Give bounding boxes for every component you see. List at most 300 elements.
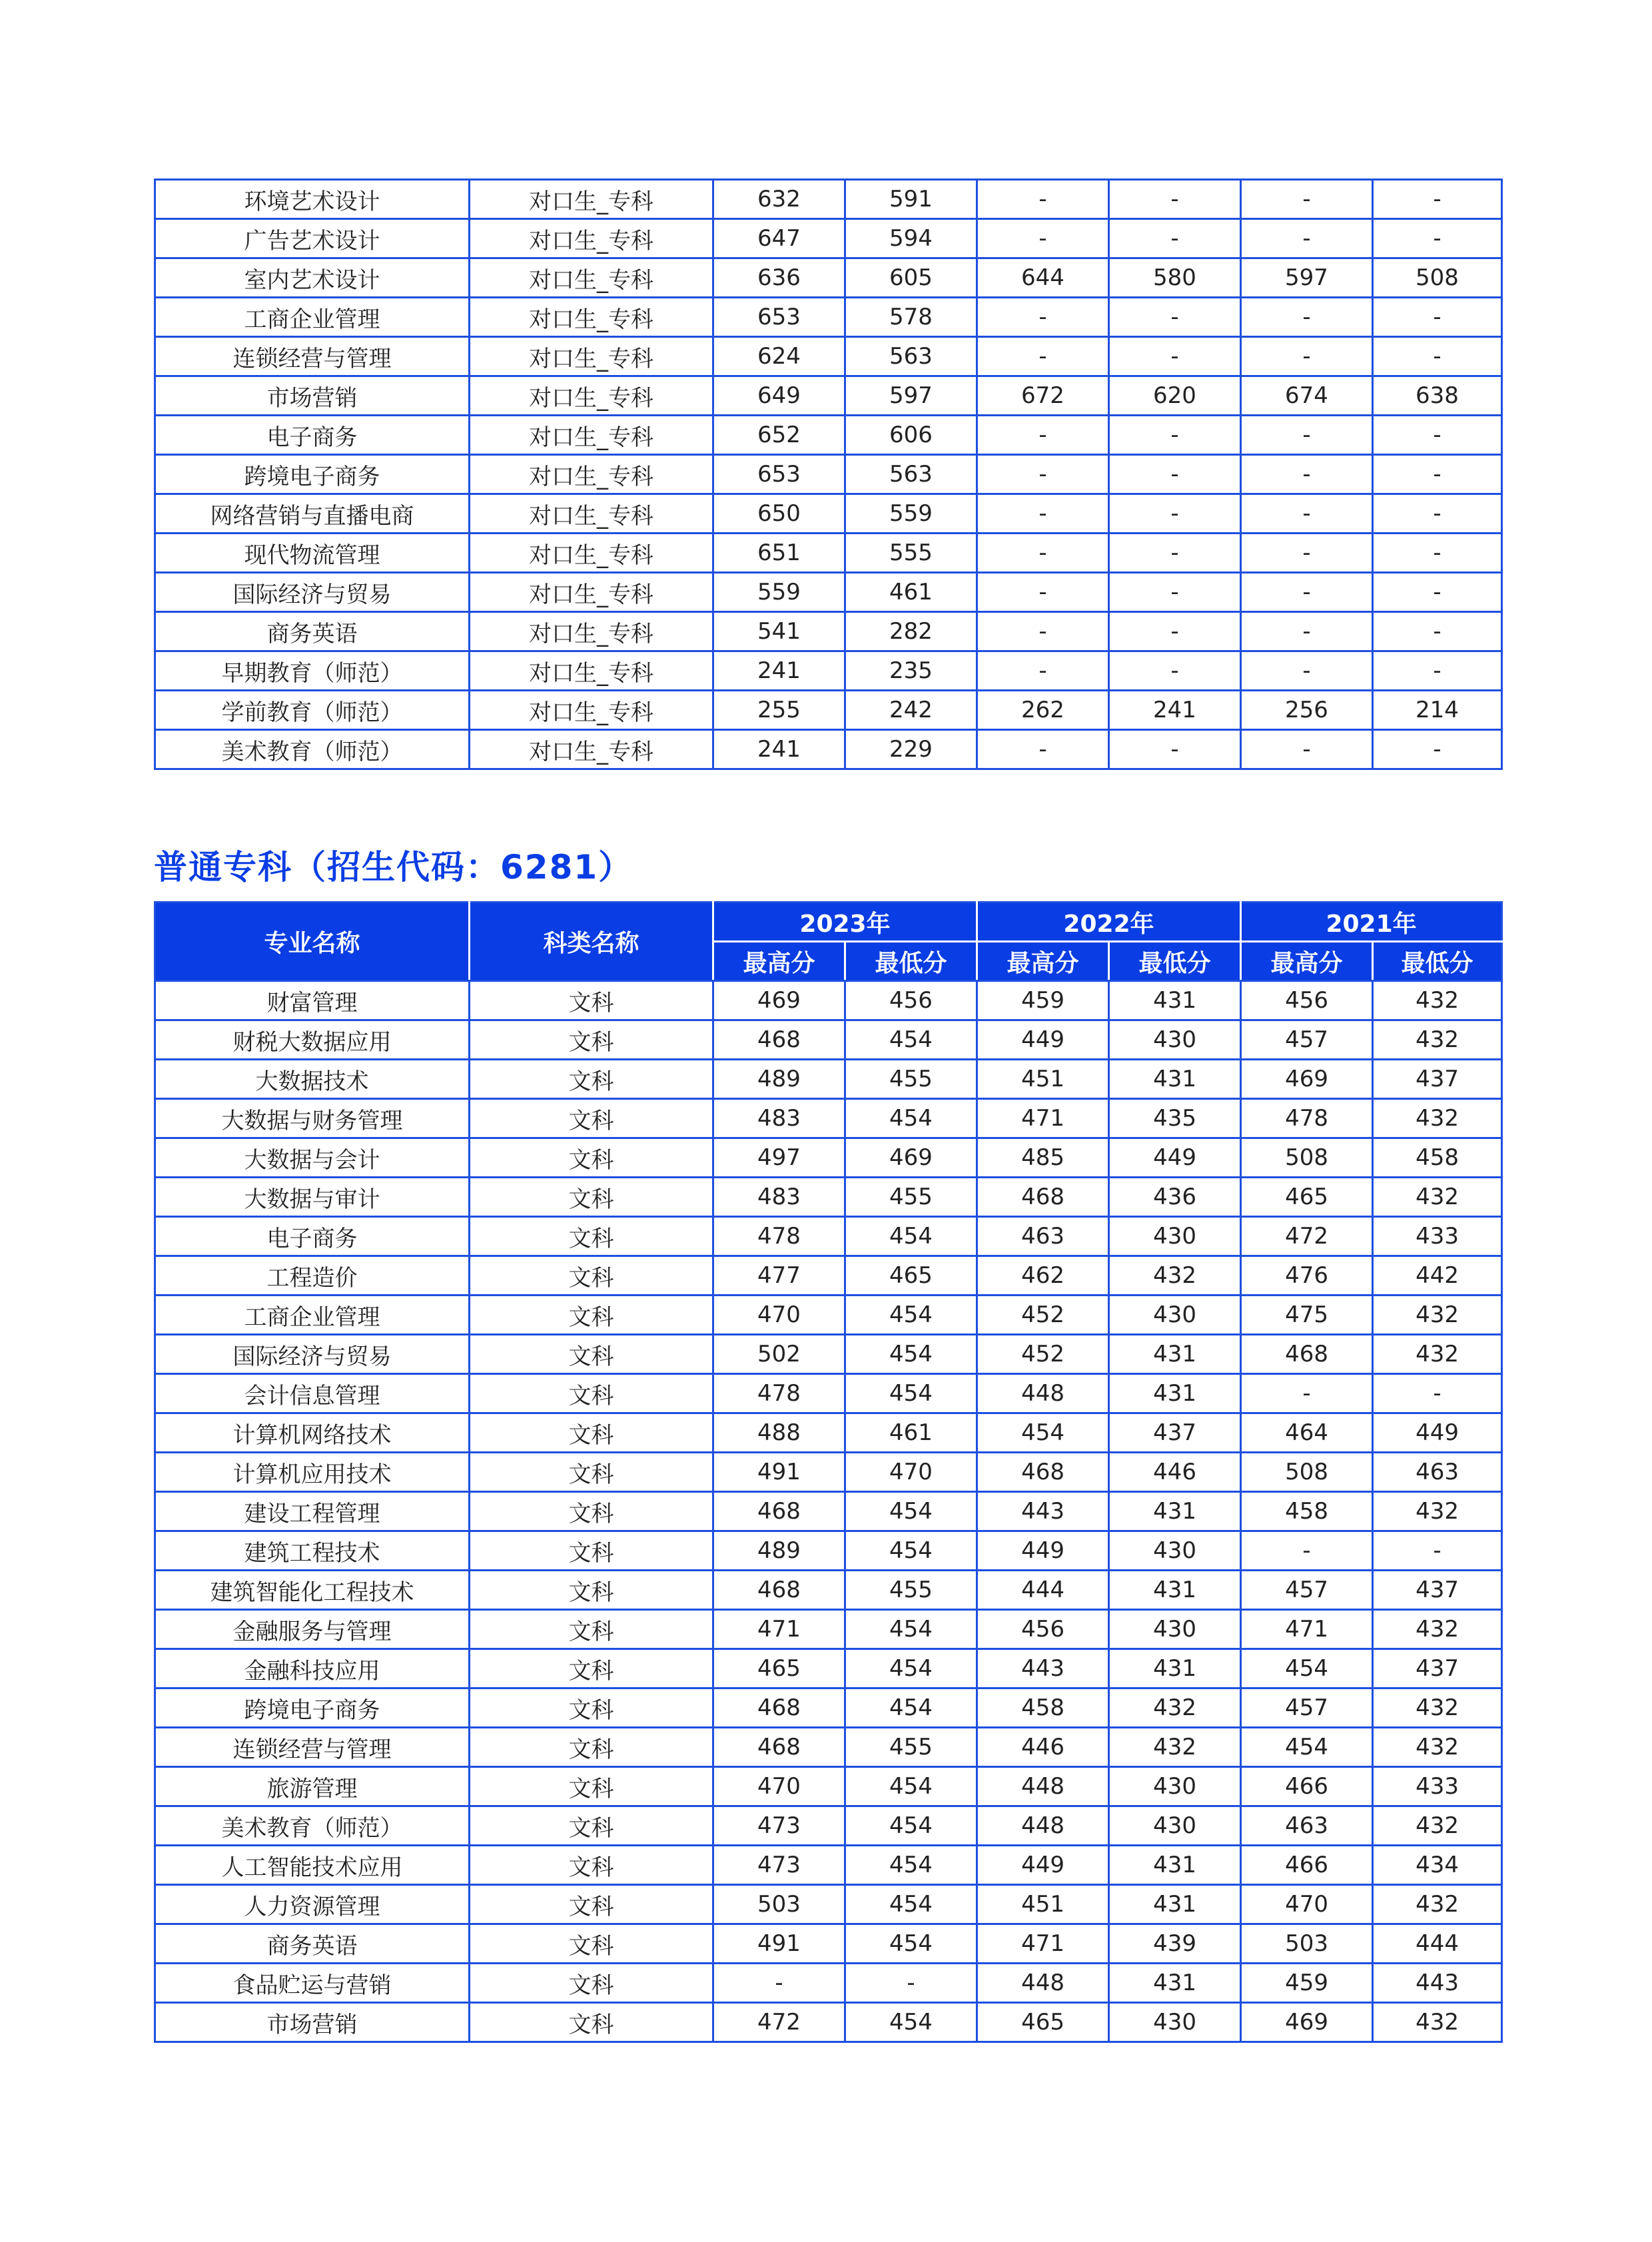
- score-2022-max: 485: [977, 1138, 1109, 1178]
- major-cell: 电子商务: [155, 1217, 470, 1256]
- major-cell: 建筑工程技术: [155, 1531, 470, 1571]
- score-2023-max: 652: [713, 416, 845, 455]
- score-2022-min: -: [1109, 455, 1241, 494]
- table-row: [155, 1296, 1502, 1335]
- major-cell: 连锁经营与管理: [155, 1728, 470, 1767]
- score-2023-max: 470: [713, 1767, 845, 1806]
- score-2022-min: 431: [1109, 981, 1241, 1020]
- score-2021-max: 464: [1241, 1413, 1373, 1453]
- score-2023-max: -: [713, 1964, 845, 2003]
- major-cell: 旅游管理: [155, 1767, 470, 1806]
- major-cell: 跨境电子商务: [155, 1688, 470, 1728]
- score-2021-max: 508: [1241, 1453, 1373, 1492]
- score-2023-min: 578: [845, 298, 977, 337]
- score-2021-max: 459: [1241, 1964, 1373, 2003]
- score-2023-max: 469: [713, 981, 845, 1020]
- score-2022-max: 448: [977, 1964, 1109, 2003]
- category-cell: 文科: [470, 2003, 713, 2042]
- score-2022-min: 430: [1109, 1296, 1241, 1335]
- score-2023-max: 651: [713, 534, 845, 573]
- score-2021-max: 454: [1241, 1728, 1373, 1767]
- score-2022-min: -: [1109, 573, 1241, 612]
- score-2023-max: 653: [713, 455, 845, 494]
- major-cell: 现代物流管理: [155, 534, 470, 573]
- score-2022-min: 431: [1109, 1335, 1241, 1374]
- score-2021-max: -: [1241, 180, 1373, 219]
- category-cell: 对口生_专科: [470, 416, 713, 455]
- header-year-2022: 2022年: [977, 903, 1241, 942]
- score-2023-max: 473: [713, 1806, 845, 1846]
- table-row: [155, 2003, 1502, 2042]
- score-2023-min: 454: [845, 1335, 977, 1374]
- score-2023-max: 636: [713, 258, 845, 298]
- table-row: [155, 1688, 1502, 1728]
- score-2022-min: -: [1109, 416, 1241, 455]
- score-2022-max: 443: [977, 1492, 1109, 1531]
- score-2021-min: 432: [1373, 1806, 1502, 1846]
- score-2022-min: 432: [1109, 1256, 1241, 1296]
- score-2021-min: 463: [1373, 1453, 1502, 1492]
- major-cell: 大数据与会计: [155, 1138, 470, 1178]
- major-cell: 美术教育（师范）: [155, 730, 470, 769]
- category-cell: 对口生_专科: [470, 534, 713, 573]
- major-cell: 电子商务: [155, 416, 470, 455]
- score-2021-max: 457: [1241, 1020, 1373, 1060]
- score-2023-min: 594: [845, 219, 977, 258]
- table-row: [155, 612, 1502, 651]
- header-year-2023: 2023年: [713, 903, 977, 942]
- score-2023-min: 454: [845, 1688, 977, 1728]
- score-2022-min: 431: [1109, 1571, 1241, 1610]
- score-2023-max: 483: [713, 1178, 845, 1217]
- score-2023-max: 559: [713, 573, 845, 612]
- score-2022-min: 431: [1109, 1885, 1241, 1924]
- score-2023-max: 465: [713, 1649, 845, 1688]
- category-cell: 文科: [470, 1649, 713, 1688]
- score-2021-min: 432: [1373, 1099, 1502, 1138]
- section-title: 普通专科（招生代码：6281）: [154, 848, 633, 887]
- score-2021-max: 457: [1241, 1571, 1373, 1610]
- score-2021-max: -: [1241, 730, 1373, 769]
- score-2021-min: -: [1373, 219, 1502, 258]
- major-cell: 市场营销: [155, 376, 470, 416]
- score-2022-max: 672: [977, 376, 1109, 416]
- score-2021-max: 456: [1241, 981, 1373, 1020]
- table-row: [155, 1256, 1502, 1296]
- score-2023-max: 624: [713, 337, 845, 376]
- score-2023-min: 454: [845, 1531, 977, 1571]
- score-2021-min: 638: [1373, 376, 1502, 416]
- table-row: [155, 1571, 1502, 1610]
- score-2022-max: 468: [977, 1453, 1109, 1492]
- category-cell: 文科: [470, 1099, 713, 1138]
- score-2021-min: -: [1373, 494, 1502, 534]
- score-2022-min: 431: [1109, 1846, 1241, 1885]
- score-2023-max: 503: [713, 1885, 845, 1924]
- score-2022-max: 449: [977, 1531, 1109, 1571]
- score-2021-min: -: [1373, 573, 1502, 612]
- table-row: [155, 1492, 1502, 1531]
- score-2021-max: -: [1241, 416, 1373, 455]
- score-2022-max: -: [977, 180, 1109, 219]
- score-2022-max: 462: [977, 1256, 1109, 1296]
- score-2022-min: 449: [1109, 1138, 1241, 1178]
- major-cell: 计算机网络技术: [155, 1413, 470, 1453]
- score-2021-max: -: [1241, 455, 1373, 494]
- major-cell: 商务英语: [155, 1924, 470, 1964]
- score-2023-min: 229: [845, 730, 977, 769]
- score-2021-min: 437: [1373, 1060, 1502, 1099]
- score-2023-max: 470: [713, 1296, 845, 1335]
- score-2021-max: 469: [1241, 2003, 1373, 2042]
- table-row: [155, 1728, 1502, 1767]
- score-2022-max: 451: [977, 1885, 1109, 1924]
- admission-score-table-vocational: [154, 179, 1503, 770]
- header-category: 科类名称: [470, 903, 713, 981]
- score-2023-max: 468: [713, 1571, 845, 1610]
- table-row: [155, 1138, 1502, 1178]
- score-2023-min: 605: [845, 258, 977, 298]
- score-2023-min: 454: [845, 1610, 977, 1649]
- table-row: [155, 573, 1502, 612]
- score-2023-min: 454: [845, 1767, 977, 1806]
- score-2022-min: 431: [1109, 1492, 1241, 1531]
- score-2022-min: 430: [1109, 1217, 1241, 1256]
- score-2021-min: 508: [1373, 258, 1502, 298]
- score-2022-min: -: [1109, 651, 1241, 691]
- score-2022-max: 449: [977, 1846, 1109, 1885]
- score-2022-max: 452: [977, 1335, 1109, 1374]
- score-2022-min: -: [1109, 730, 1241, 769]
- score-2023-max: 468: [713, 1728, 845, 1767]
- score-2023-max: 489: [713, 1531, 845, 1571]
- score-2021-max: 597: [1241, 258, 1373, 298]
- category-cell: 对口生_专科: [470, 337, 713, 376]
- score-2022-min: 436: [1109, 1178, 1241, 1217]
- score-2023-max: 468: [713, 1492, 845, 1531]
- score-2021-max: 478: [1241, 1099, 1373, 1138]
- score-2021-min: -: [1373, 298, 1502, 337]
- major-cell: 财富管理: [155, 981, 470, 1020]
- score-2021-min: -: [1373, 337, 1502, 376]
- header-2023-max: 最高分: [713, 942, 845, 981]
- score-2022-min: 432: [1109, 1688, 1241, 1728]
- score-2021-min: 432: [1373, 2003, 1502, 2042]
- score-2021-max: 468: [1241, 1335, 1373, 1374]
- score-2022-min: 430: [1109, 2003, 1241, 2042]
- score-2021-max: 458: [1241, 1492, 1373, 1531]
- category-cell: 文科: [470, 1256, 713, 1296]
- score-2021-min: 437: [1373, 1649, 1502, 1688]
- category-cell: 文科: [470, 1964, 713, 2003]
- category-cell: 对口生_专科: [470, 258, 713, 298]
- score-2023-max: 241: [713, 651, 845, 691]
- table-row: [155, 298, 1502, 337]
- score-2021-max: 466: [1241, 1767, 1373, 1806]
- table-row: [155, 1178, 1502, 1217]
- major-cell: 建设工程管理: [155, 1492, 470, 1531]
- category-cell: 文科: [470, 1688, 713, 1728]
- score-2023-max: 502: [713, 1335, 845, 1374]
- score-2023-min: 563: [845, 455, 977, 494]
- score-2021-min: 433: [1373, 1767, 1502, 1806]
- header-major: 专业名称: [155, 903, 470, 981]
- score-2021-min: 432: [1373, 1885, 1502, 1924]
- score-2023-max: 649: [713, 376, 845, 416]
- score-2021-max: -: [1241, 573, 1373, 612]
- score-2021-min: 214: [1373, 691, 1502, 730]
- major-cell: 工商企业管理: [155, 1296, 470, 1335]
- score-2021-max: -: [1241, 1531, 1373, 1571]
- score-2023-max: 483: [713, 1099, 845, 1138]
- score-2022-max: -: [977, 730, 1109, 769]
- score-2021-max: 470: [1241, 1885, 1373, 1924]
- score-2022-min: 430: [1109, 1531, 1241, 1571]
- score-2023-max: 478: [713, 1217, 845, 1256]
- score-2022-max: 471: [977, 1924, 1109, 1964]
- score-2023-max: 497: [713, 1138, 845, 1178]
- category-cell: 文科: [470, 1531, 713, 1571]
- score-2023-min: 454: [845, 1806, 977, 1846]
- major-cell: 人工智能技术应用: [155, 1846, 470, 1885]
- score-2021-max: -: [1241, 298, 1373, 337]
- major-cell: 连锁经营与管理: [155, 337, 470, 376]
- score-2023-min: 235: [845, 651, 977, 691]
- score-2021-max: 503: [1241, 1924, 1373, 1964]
- major-cell: 建筑智能化工程技术: [155, 1571, 470, 1610]
- table-row: [155, 1020, 1502, 1060]
- score-2023-min: 559: [845, 494, 977, 534]
- score-2023-min: 461: [845, 1413, 977, 1453]
- score-2023-max: 471: [713, 1610, 845, 1649]
- score-2022-max: 446: [977, 1728, 1109, 1767]
- score-2022-min: 446: [1109, 1453, 1241, 1492]
- category-cell: 文科: [470, 1296, 713, 1335]
- score-2022-min: 241: [1109, 691, 1241, 730]
- score-2022-max: 458: [977, 1688, 1109, 1728]
- score-2023-min: 454: [845, 2003, 977, 2042]
- major-cell: 会计信息管理: [155, 1374, 470, 1413]
- table-row: [155, 455, 1502, 494]
- score-2023-max: 541: [713, 612, 845, 651]
- score-2022-max: 448: [977, 1767, 1109, 1806]
- score-2022-max: -: [977, 455, 1109, 494]
- score-2021-min: 437: [1373, 1571, 1502, 1610]
- header-2021-min: 最低分: [1373, 942, 1502, 981]
- major-cell: 大数据技术: [155, 1060, 470, 1099]
- score-2021-min: 434: [1373, 1846, 1502, 1885]
- table-row: [155, 337, 1502, 376]
- major-cell: 人力资源管理: [155, 1885, 470, 1924]
- score-2023-min: 456: [845, 981, 977, 1020]
- score-2021-max: -: [1241, 651, 1373, 691]
- category-cell: 文科: [470, 1728, 713, 1767]
- score-2021-max: 457: [1241, 1688, 1373, 1728]
- table-row: [155, 1099, 1502, 1138]
- table-row: [155, 651, 1502, 691]
- category-cell: 文科: [470, 1217, 713, 1256]
- score-2021-min: -: [1373, 730, 1502, 769]
- category-cell: 对口生_专科: [470, 298, 713, 337]
- score-2022-min: 431: [1109, 1374, 1241, 1413]
- score-2021-min: -: [1373, 651, 1502, 691]
- table-row: [155, 1374, 1502, 1413]
- score-2021-min: 432: [1373, 1728, 1502, 1767]
- table-row: [155, 1649, 1502, 1688]
- score-2021-min: -: [1373, 416, 1502, 455]
- score-2022-max: 644: [977, 258, 1109, 298]
- score-2022-max: 262: [977, 691, 1109, 730]
- header-2022-min: 最低分: [1109, 942, 1241, 981]
- score-2021-min: 432: [1373, 1492, 1502, 1531]
- table-row: [155, 1413, 1502, 1453]
- score-2023-min: 242: [845, 691, 977, 730]
- table-row: [155, 416, 1502, 455]
- score-2022-max: -: [977, 219, 1109, 258]
- score-2023-min: 454: [845, 1217, 977, 1256]
- score-2023-max: 468: [713, 1688, 845, 1728]
- score-2022-min: -: [1109, 494, 1241, 534]
- score-2023-max: 477: [713, 1256, 845, 1296]
- score-2022-max: 463: [977, 1217, 1109, 1256]
- score-2022-max: -: [977, 651, 1109, 691]
- score-2023-min: 470: [845, 1453, 977, 1492]
- score-2022-max: -: [977, 416, 1109, 455]
- score-2023-min: -: [845, 1964, 977, 2003]
- score-2023-min: 455: [845, 1571, 977, 1610]
- category-cell: 文科: [470, 1571, 713, 1610]
- score-2022-min: 439: [1109, 1924, 1241, 1964]
- score-2022-min: -: [1109, 612, 1241, 651]
- score-2023-min: 469: [845, 1138, 977, 1178]
- score-2023-max: 491: [713, 1924, 845, 1964]
- category-cell: 文科: [470, 1806, 713, 1846]
- score-2023-max: 468: [713, 1020, 845, 1060]
- score-2022-min: -: [1109, 219, 1241, 258]
- score-2023-max: 255: [713, 691, 845, 730]
- category-cell: 对口生_专科: [470, 612, 713, 651]
- table-row: [155, 1531, 1502, 1571]
- major-cell: 市场营销: [155, 2003, 470, 2042]
- score-2022-min: 435: [1109, 1099, 1241, 1138]
- score-2022-min: 431: [1109, 1649, 1241, 1688]
- score-2023-min: 455: [845, 1728, 977, 1767]
- table-row: [155, 1217, 1502, 1256]
- score-2023-min: 454: [845, 1492, 977, 1531]
- table-row: [155, 534, 1502, 573]
- category-cell: 文科: [470, 1060, 713, 1099]
- score-2022-max: 449: [977, 1020, 1109, 1060]
- score-2021-min: -: [1373, 612, 1502, 651]
- score-2023-max: 488: [713, 1413, 845, 1453]
- score-2022-max: -: [977, 298, 1109, 337]
- score-2021-min: 458: [1373, 1138, 1502, 1178]
- category-cell: 文科: [470, 1138, 713, 1178]
- category-cell: 对口生_专科: [470, 573, 713, 612]
- major-cell: 金融科技应用: [155, 1649, 470, 1688]
- score-2022-max: 448: [977, 1806, 1109, 1846]
- score-2021-min: -: [1373, 534, 1502, 573]
- major-cell: 商务英语: [155, 612, 470, 651]
- header-year-2021: 2021年: [1241, 903, 1502, 942]
- score-2021-min: 443: [1373, 1964, 1502, 2003]
- score-2022-min: 430: [1109, 1610, 1241, 1649]
- score-2021-min: -: [1373, 1374, 1502, 1413]
- score-2023-max: 647: [713, 219, 845, 258]
- score-2021-max: 508: [1241, 1138, 1373, 1178]
- score-2022-min: 580: [1109, 258, 1241, 298]
- score-2021-min: 433: [1373, 1217, 1502, 1256]
- major-cell: 早期教育（师范）: [155, 651, 470, 691]
- score-2023-min: 591: [845, 180, 977, 219]
- category-cell: 文科: [470, 981, 713, 1020]
- table-row: [155, 1806, 1502, 1846]
- score-2021-min: 442: [1373, 1256, 1502, 1296]
- score-2023-min: 465: [845, 1256, 977, 1296]
- score-2023-max: 478: [713, 1374, 845, 1413]
- score-2022-max: 448: [977, 1374, 1109, 1413]
- header-2021-max: 最高分: [1241, 942, 1373, 981]
- category-cell: 文科: [470, 1374, 713, 1413]
- score-2021-min: 444: [1373, 1924, 1502, 1964]
- score-2023-max: 472: [713, 2003, 845, 2042]
- score-2023-max: 473: [713, 1846, 845, 1885]
- score-2022-max: 443: [977, 1649, 1109, 1688]
- score-2022-max: 459: [977, 981, 1109, 1020]
- category-cell: 对口生_专科: [470, 180, 713, 219]
- major-cell: 国际经济与贸易: [155, 1335, 470, 1374]
- score-2021-min: 432: [1373, 1688, 1502, 1728]
- category-cell: 对口生_专科: [470, 376, 713, 416]
- score-2023-min: 454: [845, 1020, 977, 1060]
- table-row: [155, 691, 1502, 730]
- score-2021-max: 674: [1241, 376, 1373, 416]
- major-cell: 广告艺术设计: [155, 219, 470, 258]
- score-2021-min: 432: [1373, 1296, 1502, 1335]
- score-2021-min: -: [1373, 1531, 1502, 1571]
- category-cell: 文科: [470, 1020, 713, 1060]
- score-2023-min: 461: [845, 573, 977, 612]
- score-2022-min: 430: [1109, 1806, 1241, 1846]
- major-cell: 大数据与审计: [155, 1178, 470, 1217]
- category-cell: 文科: [470, 1178, 713, 1217]
- score-2021-min: -: [1373, 455, 1502, 494]
- score-2021-max: 466: [1241, 1846, 1373, 1885]
- score-2023-min: 454: [845, 1924, 977, 1964]
- score-2023-min: 555: [845, 534, 977, 573]
- score-2023-min: 454: [845, 1296, 977, 1335]
- score-2023-max: 632: [713, 180, 845, 219]
- score-2023-min: 454: [845, 1649, 977, 1688]
- score-2023-min: 454: [845, 1846, 977, 1885]
- score-2022-max: 451: [977, 1060, 1109, 1099]
- score-2021-max: 472: [1241, 1217, 1373, 1256]
- score-2021-min: 432: [1373, 1335, 1502, 1374]
- table-row: [155, 1335, 1502, 1374]
- score-2022-max: 456: [977, 1610, 1109, 1649]
- score-2022-max: 465: [977, 2003, 1109, 2042]
- major-cell: 室内艺术设计: [155, 258, 470, 298]
- table-row: [155, 376, 1502, 416]
- table-row: [155, 258, 1502, 298]
- category-cell: 文科: [470, 1610, 713, 1649]
- score-2021-min: 432: [1373, 1020, 1502, 1060]
- score-2022-min: -: [1109, 534, 1241, 573]
- score-2022-max: -: [977, 612, 1109, 651]
- score-2023-min: 455: [845, 1060, 977, 1099]
- score-2022-max: 471: [977, 1099, 1109, 1138]
- score-2022-min: 431: [1109, 1060, 1241, 1099]
